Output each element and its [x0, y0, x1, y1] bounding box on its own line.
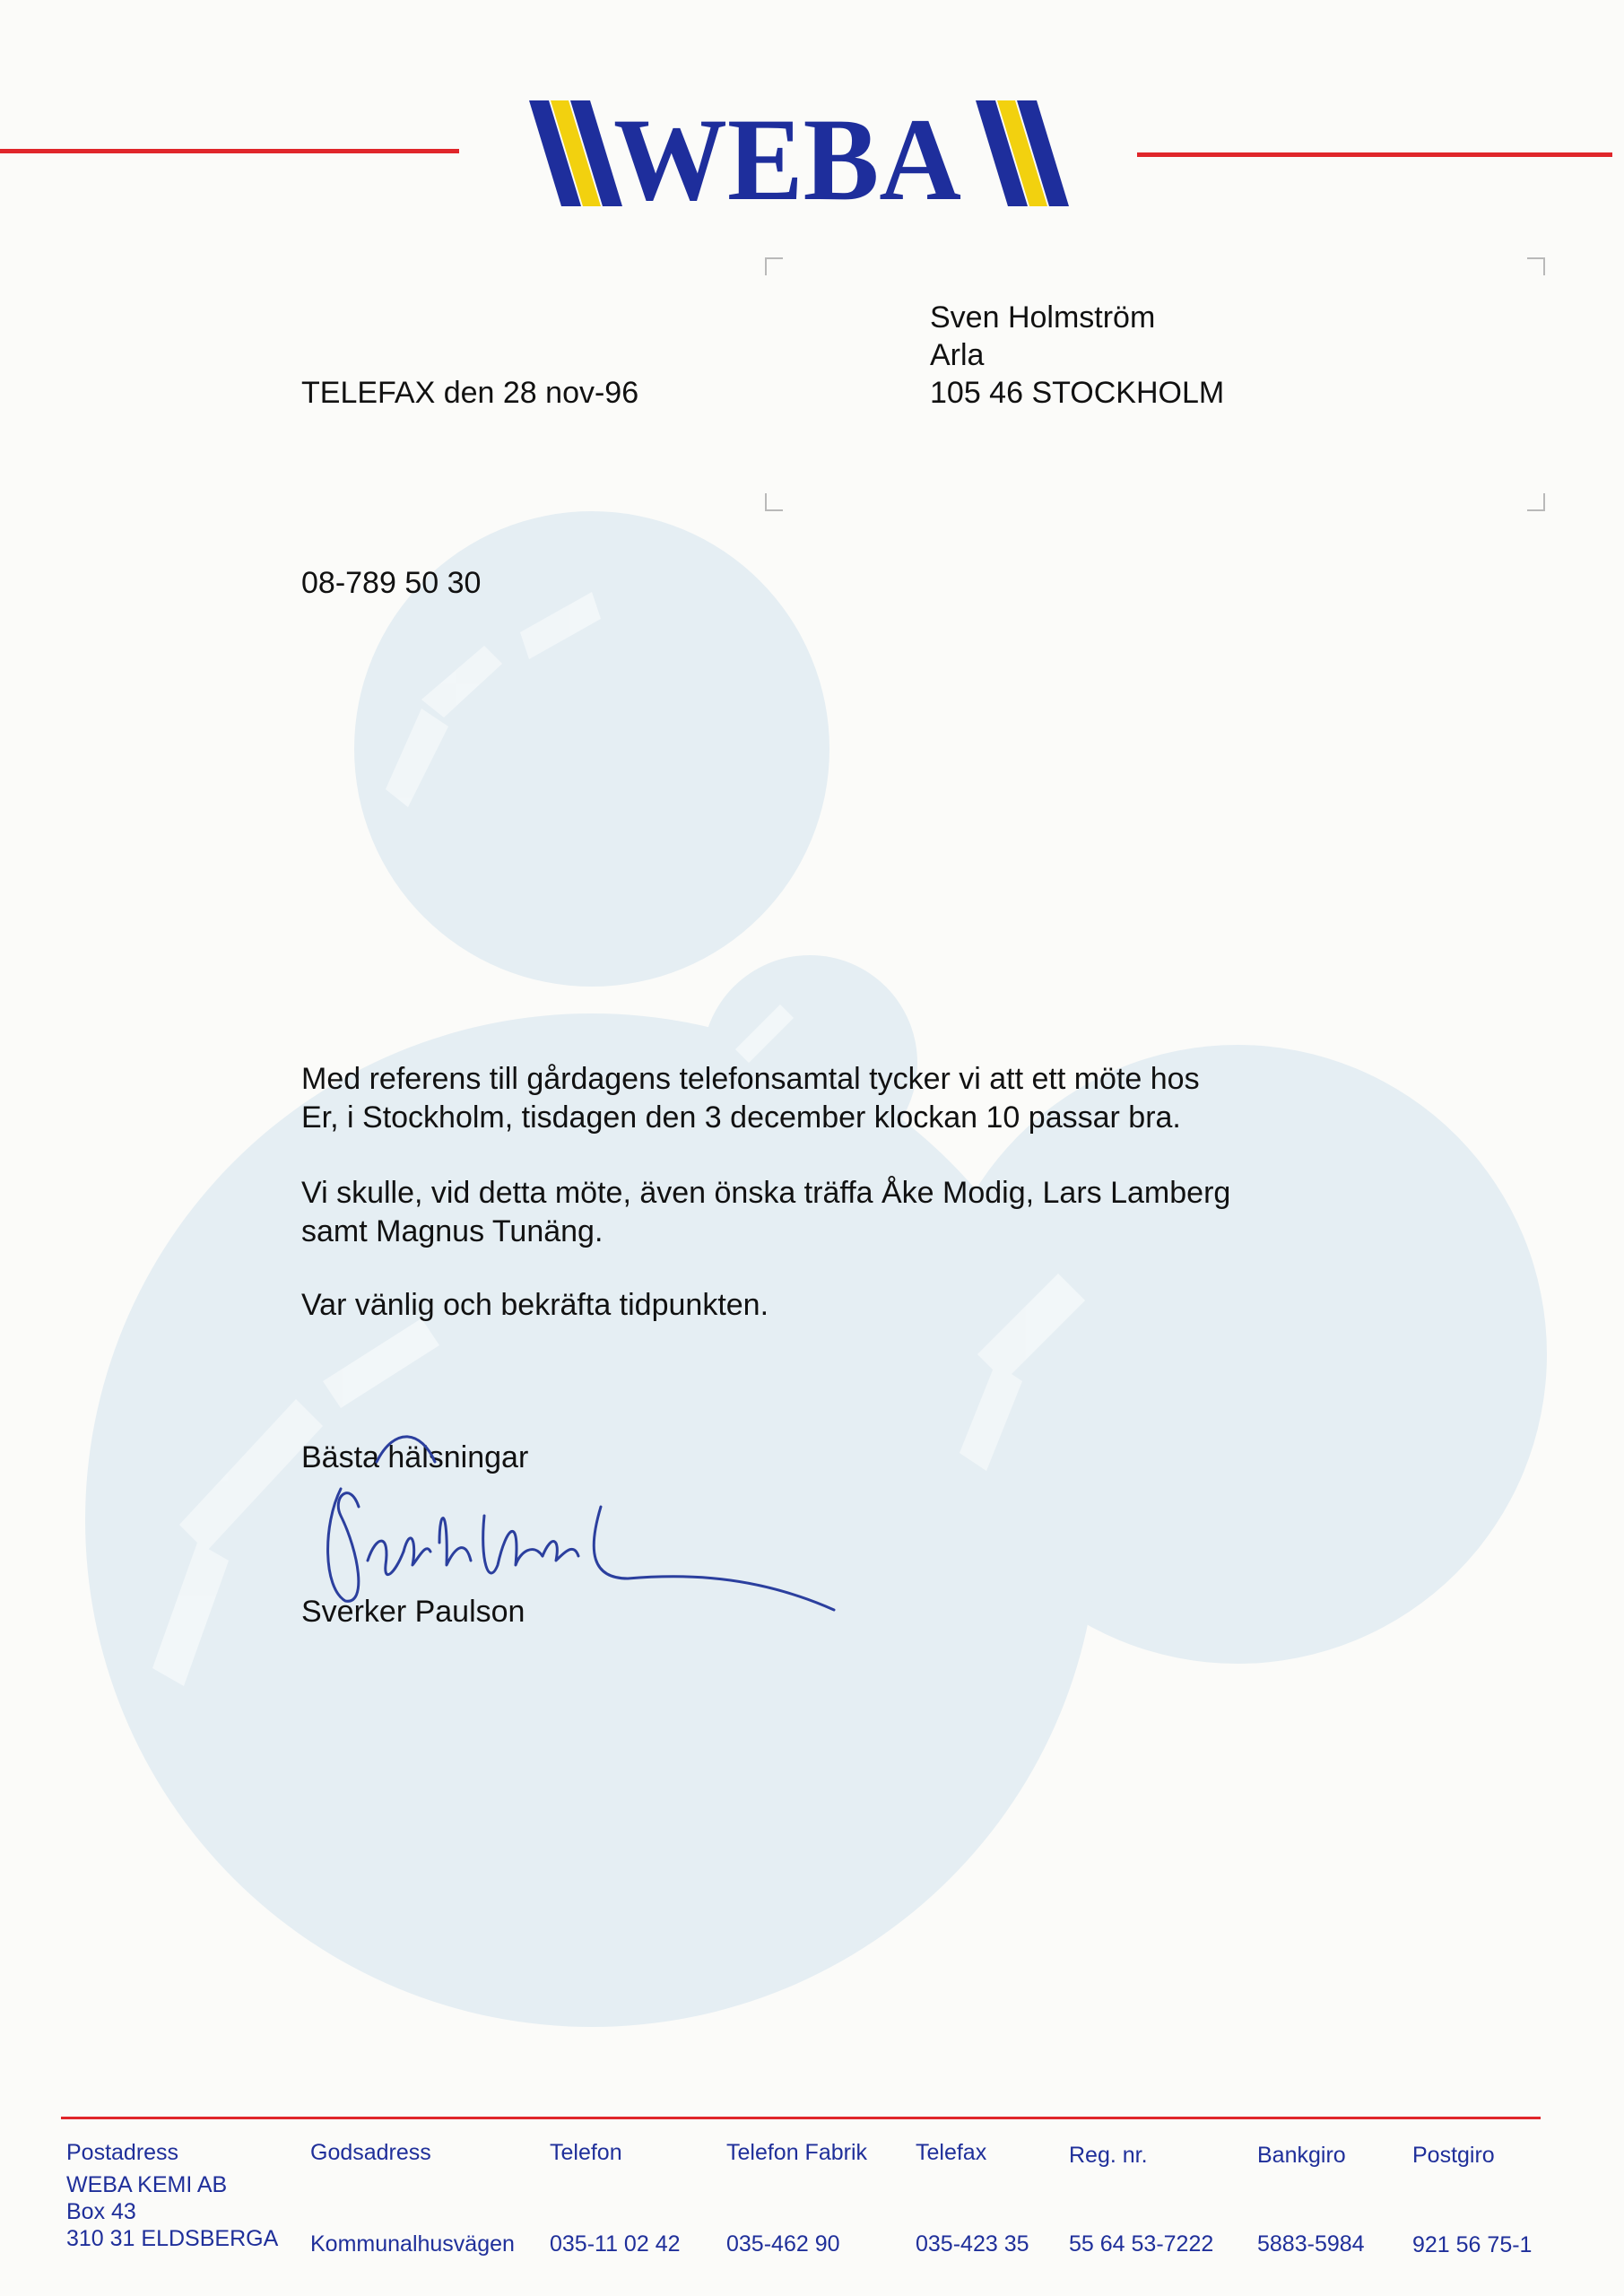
footer-postadress-line-3: 310 31 ELDSBERGA [66, 2226, 279, 2251]
closing: Bästa hälsningar [301, 1440, 529, 1474]
body-paragraph-2-line-2: samt Magnus Tunäng. [301, 1214, 604, 1248]
body-paragraph-3: Var vänlig och bekräfta tidpunkten. [301, 1288, 769, 1322]
footer-regnr-value: 55 64 53-7222 [1069, 2231, 1214, 2257]
footer-godsadress-label: Godsadress [310, 2140, 431, 2165]
window-mark-bottom-left [765, 493, 783, 511]
footer-telefon-fabrik-label: Telefon Fabrik [726, 2140, 868, 2165]
header-rule-right [1137, 152, 1612, 157]
footer-bankgiro-value: 5883-5984 [1257, 2231, 1365, 2257]
footer-postadress-line-1: WEBA KEMI AB [66, 2172, 228, 2197]
window-mark-top-left [765, 257, 783, 275]
recipient-city: 105 46 STOCKHOLM [930, 376, 1225, 410]
footer-postgiro-value: 921 56 75-1 [1412, 2232, 1533, 2257]
recipient-company: Arla [930, 338, 985, 372]
footer-postadress-value [66, 2171, 278, 2252]
window-mark-bottom-right [1527, 493, 1545, 511]
weba-logo [529, 100, 1078, 206]
recipient-name: Sven Holmström [930, 300, 1156, 335]
footer-regnr-label: Reg. nr. [1069, 2143, 1148, 2168]
body-paragraph-2-line-1: Vi skulle, vid detta möte, även önska träffa Åke Modig, Lars Lamberg [301, 1176, 1231, 1210]
footer-telefax-value: 035-423 35 [916, 2231, 1029, 2257]
footer-telefon-fabrik-value: 035-462 90 [726, 2231, 840, 2257]
signer-name: Sverker Paulson [301, 1595, 525, 1629]
footer-telefon-value: 035-11 02 42 [550, 2231, 681, 2257]
footer-postgiro-label: Postgiro [1412, 2143, 1495, 2168]
body-paragraph-1-line-2: Er, i Stockholm, tisdagen den 3 december klockan 10 passar bra. [301, 1100, 1181, 1135]
footer-bankgiro-label: Bankgiro [1257, 2143, 1346, 2168]
footer-telefon-label: Telefon [550, 2140, 622, 2165]
header-rule-left [0, 149, 459, 153]
weba-logo-graphic [529, 100, 1078, 206]
svg-text:WEBA: WEBA [613, 100, 961, 206]
footer-godsadress-value: Kommunalhusvägen [310, 2231, 515, 2257]
telefax-date-line: TELEFAX den 28 nov-96 [301, 376, 639, 410]
body-paragraph-1-line-1: Med referens till gårdagens telefonsamtal tycker vi att ett möte hos [301, 1062, 1200, 1096]
fax-number: 08-789 50 30 [301, 566, 482, 600]
footer-rule [61, 2117, 1541, 2119]
footer-postadress-label: Postadress [66, 2140, 179, 2165]
footer-postadress-line-2: Box 43 [66, 2199, 136, 2224]
window-mark-top-right [1527, 257, 1545, 275]
footer-telefax-label: Telefax [916, 2140, 987, 2165]
